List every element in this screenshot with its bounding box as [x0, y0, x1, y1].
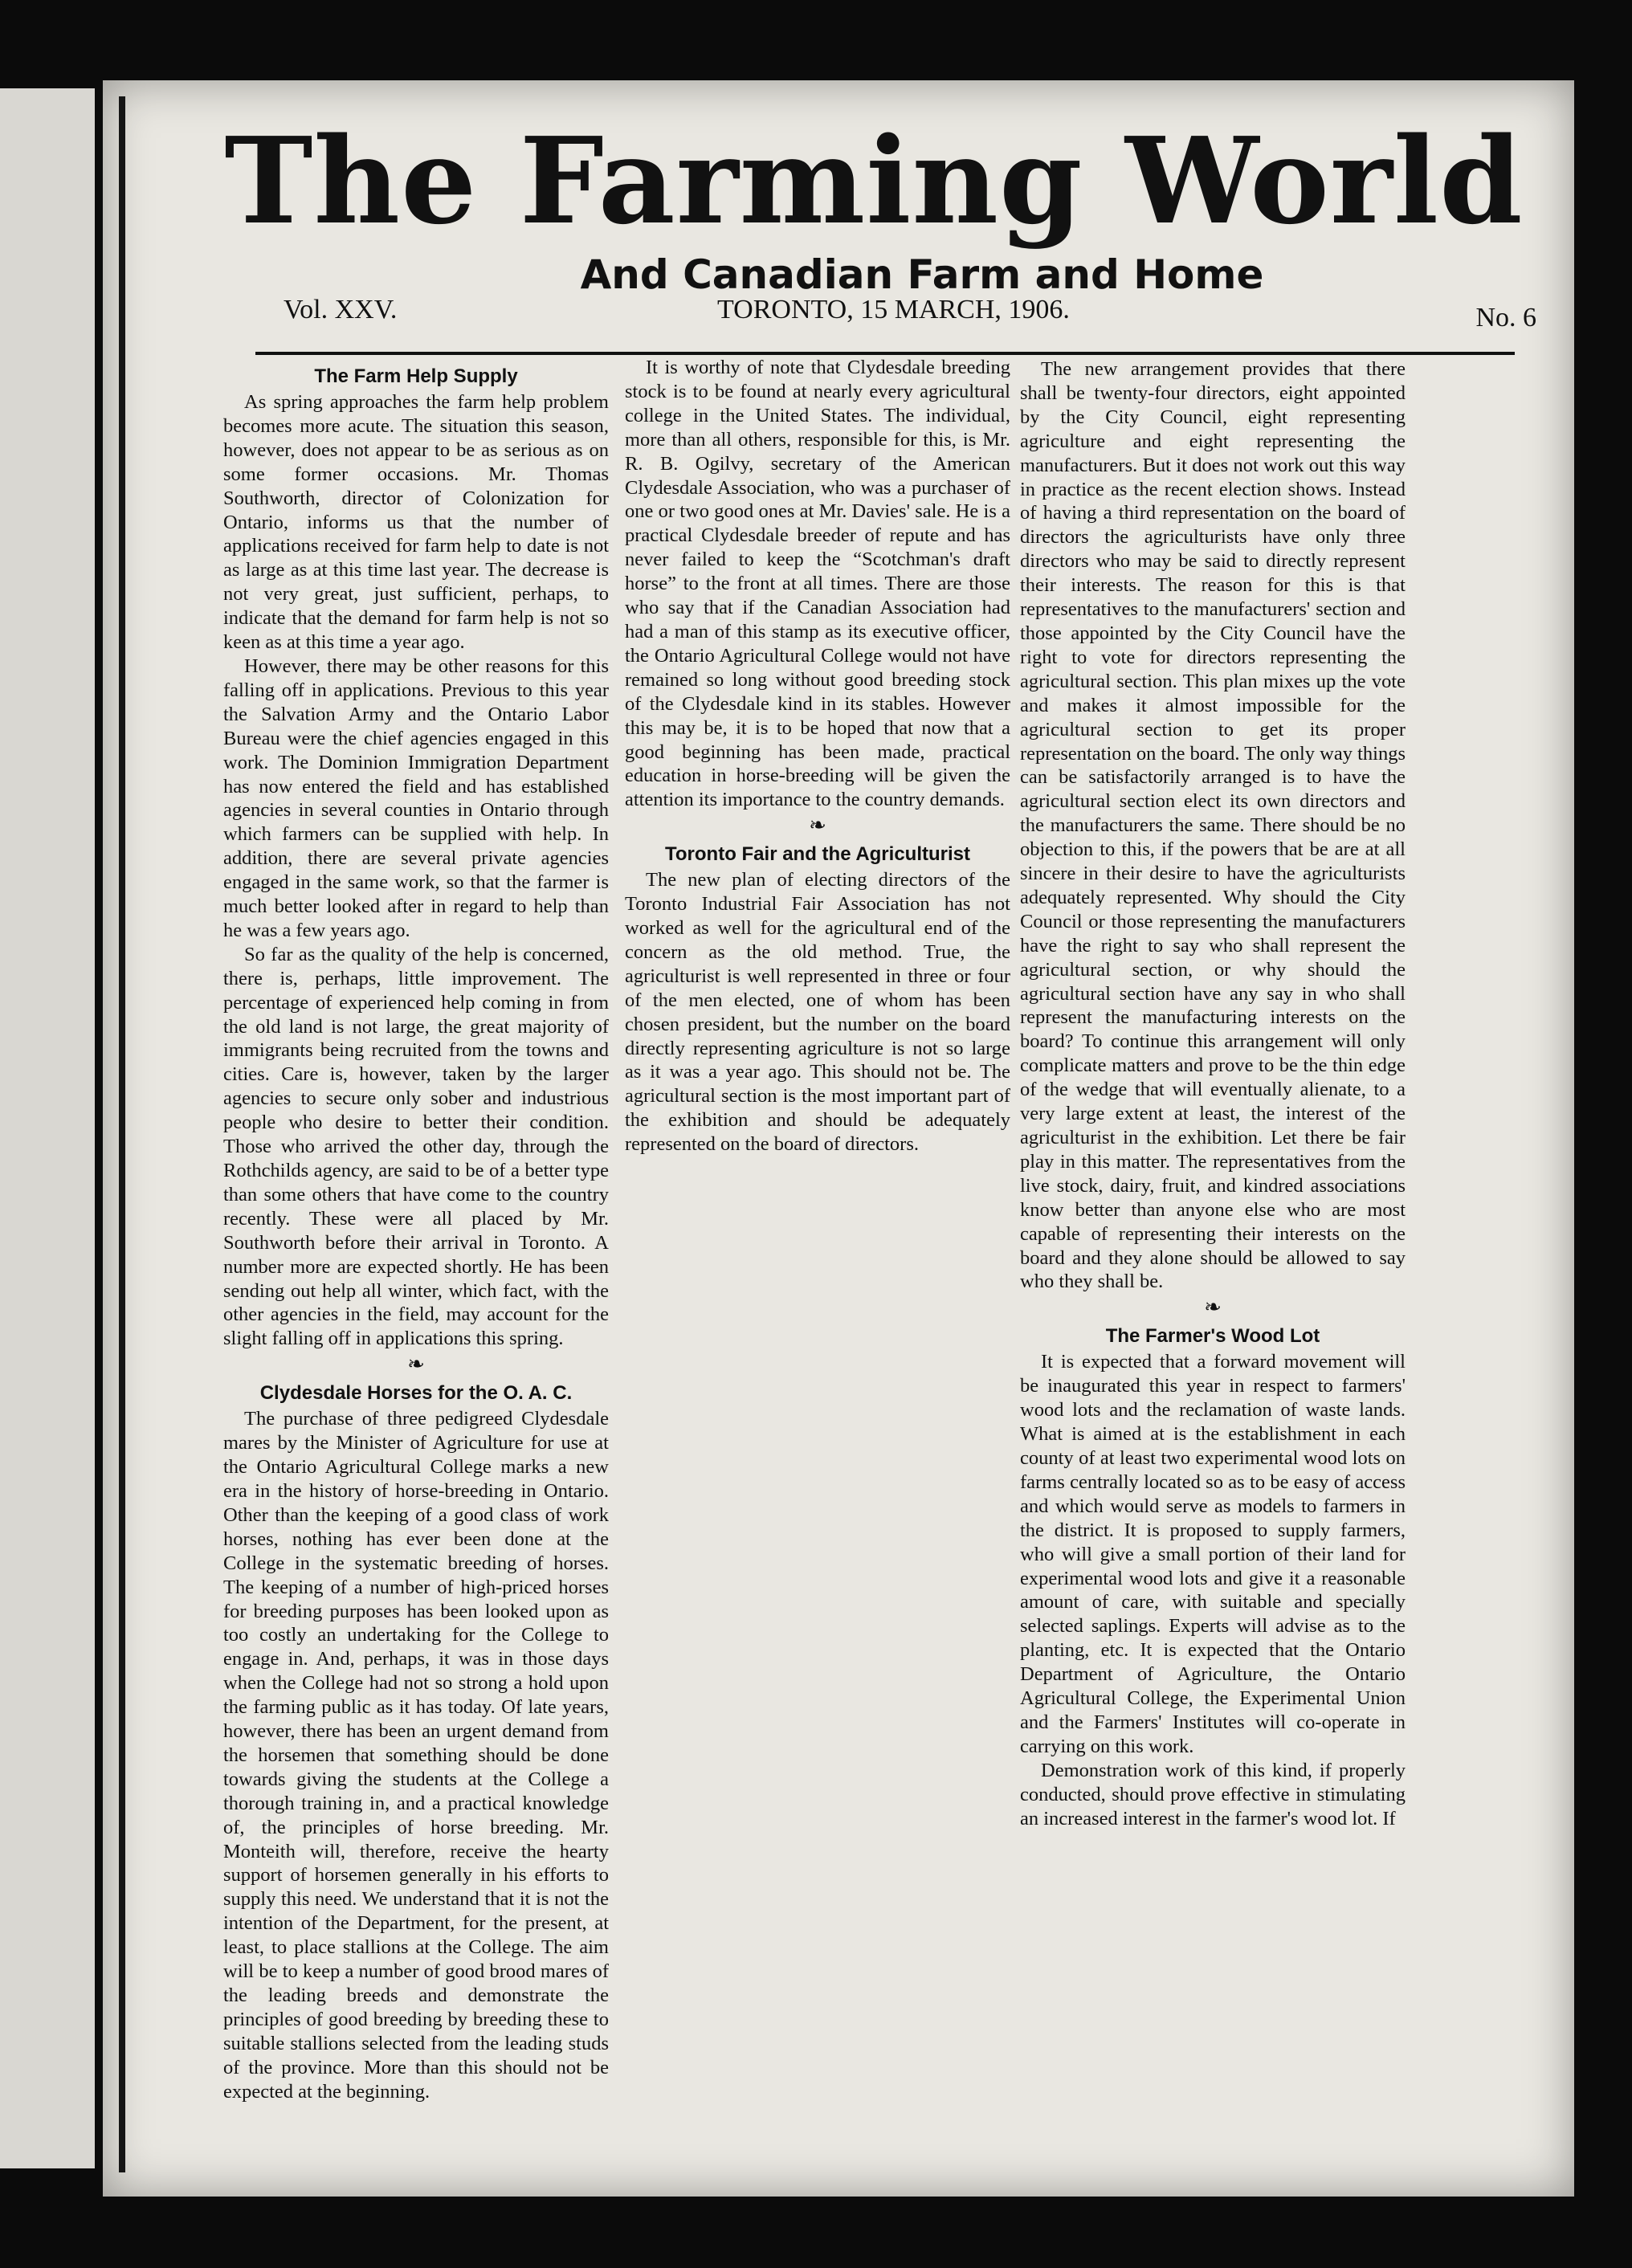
- article-heading-clydesdale: Clydesdale Horses for the O. A. C.: [259, 1382, 573, 1405]
- column-2: [625, 356, 1010, 1156]
- issue-number: No. 6: [1475, 303, 1536, 332]
- article-paragraph: It is worthy of note that Clydesdale breeding stock is to be found at nearly every agricultural college in the United States. The individual, more than all others, responsible for this, is Mr. R. B. Ogilvy, secretary of the American Clydesdale Association, who was a purchaser of one or two good ones at Mr. Davies' sale. He is a practical Clydesdale breeder of repute and has never failed to keep the “Scotchman's draft horse” to the front at all times. There are those who say that if the Canadian Association had had a man of this stamp as its executive officer, the Ontario Agricultural College would not have remained so long without good breeding stock of the Clydesdale kind in its stables. However this may be, it is to be hoped that now that a good beginning has been made, practical education in horse-breeding will be given the attention its importance to the country demands.: [625, 357, 1010, 811]
- volume-label: Vol. XXV.: [284, 295, 398, 324]
- column-3: [1020, 357, 1406, 1830]
- article-paragraph: It is expected that a forward movement will be inaugurated this year in respect to farmers' wood lots and the reclamation of waste lands. What is aimed at is the establishment in each county of at least two experimental wood lots on farms centrally located so as to be easy of access and which would serve as models to farmers in the district. It is proposed to supply farmers, who will give a small portion of their land for experimental wood lots and give it a reasonable amount of care, with suitable and specially selected saplings. Experts will advise as to the planting, etc. It is expected that the Ontario Department of Agriculture, the Ontario Agricultural College, the Experimental Union and the Farmers' Institutes will co-operate in carrying on this work.: [1020, 1351, 1406, 1757]
- binding-rule: [119, 96, 125, 2172]
- newspaper-title: The Farming World: [224, 111, 1524, 251]
- ornament-icon: ❧: [1204, 1295, 1222, 1320]
- article-paragraph: Demonstration work of this kind, if properly conducted, should prove effective in stimulating an increased interest in the farmer's wood lot. If: [1020, 1759, 1406, 1829]
- article-paragraph: The new plan of electing directors of the Toronto Industrial Fair Association has not worked as well for the agricultural end of the concern as the old method. True, the agriculturist is well represented in three or four of the men elected, one of whom has been chosen president, but the number on the board directly representing agriculture is not so large as it was a year ago. This should not be. The agricultural section is the most important part of the exhibition and should be adequately represented on the board of directors.: [625, 869, 1010, 1156]
- adjacent-page-edge: [0, 88, 95, 2168]
- article-paragraph: So far as the quality of the help is concerned, there is, perhaps, little improvement. The percentage of experienced help coming in from the old land is not large, the great majority of immigrants being recruited from the towns and cities. Care is, however, taken by the larger agencies to secure only sober and industrious people who desire to better their condition. Those who arrived the other day, through the Rothchilds agency, are said to be of a better type than some others that have come to the country recently. These were all placed by Mr. Southworth before their arrival in Toronto. A number more are expected shortly. He has been sending out help all winter, which fact, with the other agencies in the field, may account for the slight falling off in applications this spring.: [223, 943, 609, 1350]
- column-1: [223, 360, 609, 2104]
- dateline: [284, 295, 1536, 343]
- article-heading-toronto-fair: Toronto Fair and the Agriculturist: [665, 843, 970, 866]
- article-heading-farm-help: The Farm Help Supply: [314, 365, 518, 387]
- newspaper-page: [103, 80, 1574, 2197]
- ornament-icon: ❧: [407, 1352, 425, 1377]
- article-paragraph: The purchase of three pedigreed Clydesdale mares by the Minister of Agriculture for use at the Ontario Agricultural College marks a new era in the history of horse-breeding in Ontario. Other than the keeping of a good class of work horses, nothing has ever been done at the College in the systematic breeding of horses. The keeping of a number of high-priced horses for breeding purposes has been looked upon as too costly an undertaking for the College to engage in. And, perhaps, it was in those days when the College had not so strong a hold upon the farming public as it has today. Of late years, however, there has been an urgent demand from the horsemen that something should be done towards giving the students at the College a thorough training in, and a practical knowledge of, the principles of horse breeding. Mr. Monteith will, therefore, receive the hearty support of horsemen generally in his efforts to supply this need. We understand that it is not the intention of the Department, for the present, at least, to place stallions at the College. The aim will be to keep a number of good brood mares of the leading breeds and demonstrate the principles of good breeding by breeding these to suitable stallions selected from the leading studs of the province. More than this should not be expected at the beginning.: [223, 1408, 609, 2103]
- issue-date: TORONTO, 15 MARCH, 1906.: [717, 295, 1070, 324]
- header-rule: [255, 352, 1515, 355]
- ornament-icon: ❧: [809, 814, 826, 838]
- article-paragraph: However, there may be other reasons for this falling off in applications. Previous to this year the Salvation Army and the Ontario Labor Bureau were the chief agencies engaged in this work. The Dominion Immigration Department has now entered the field and has established agencies in several counties in Ontario through which farmers can be supplied with help. In addition, there are several private agencies engaged in the same work, so that the farmer is much better looked after in regard to help than he was a few years ago.: [223, 655, 609, 941]
- article-paragraph: As spring approaches the farm help problem becomes more acute. The situation this season, however, does not appear to be as serious as on some former occasions. Mr. Thomas Southworth, director of Colonization for Ontario, informs us that the number of applications received for farm help to date is not as large as at this time last year. The decrease is not very great, just sufficient, perhaps, to indicate that the demand for farm help is not so keen as at this time a year ago.: [223, 391, 609, 654]
- article-heading-wood-lot: The Farmer's Wood Lot: [1105, 1325, 1320, 1348]
- newspaper-subtitle: And Canadian Farm and Home: [580, 251, 1264, 298]
- article-paragraph: The new arrangement provides that there shall be twenty-four directors, eight appointed by the City Council, eight representing agriculture and eight representing the manufacturers. But it does not work out this way in practice as the recent election shows. Instead of having a third representation on the board of directors the agriculturists have only three directors who may be said to directly represent their interests. The reason for this is that representatives to the manufacturers' section and those appointed by the City Council have the right to vote for directors representing the agricultural section. This plan mixes up the vote and makes it almost impossible for the agricultural section to get its proper representation on the board. The only way things can be satisfactorily arranged is to have the agricultural section elect its own directors and the manufacturers the same. There should be no objection to this, if the powers that be are at all sincere in their desire to have the agriculturists adequately represented. Why should the City Council or those representing the manufacturers have the right to say who shall represent the agricultural section, or why should the agricultural section have any say in who shall represent the manufacturing interests on the board? To continue this arrangement will only complicate matters and prove to be the thin edge of the wedge that will eventually alienate, to a very large extent at least, the interest of the agriculturist in the exhibition. Let there be fair play in this matter. The representatives from the live stock, dairy, fruit, and kindred associations know better than anyone else who are most capable of representing their interests on the board and they alone should be allowed to say who they shall be.: [1020, 358, 1406, 1293]
- masthead: [223, 112, 1524, 300]
